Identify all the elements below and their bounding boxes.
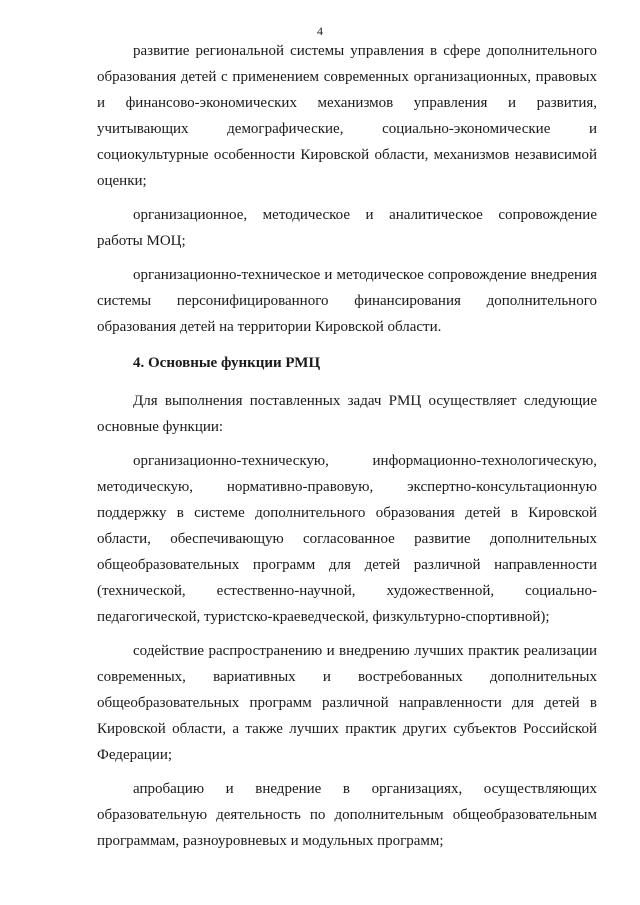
paragraph-moc-support: организационное, методическое и аналитическое сопровождение работы МОЦ; <box>97 207 597 249</box>
paragraph-support-function: организационно-техническую, информационно-технологическую, методическую, нормативно-правовую, экспертно-консультационную поддержку в системе дополнительного образования детей в Кировской области, обеспечивающую согласованное развитие дополнительных общеобразовательных программ для детей различной направленности (технической, естественно-научной, художественной, социально-педагогической, туристско-краеведческой, физкультурно-спортивной); <box>97 453 597 625</box>
paragraph-approbation: апробацию и внедрение в организациях, осуществляющих образовательную деятельность по дополнительным общеобразовательным программам, разноуровневых и модульных программ; <box>97 781 597 849</box>
document-body <box>97 38 597 862</box>
paragraph-regional-management-system: развитие региональной системы управления в сфере дополнительного образования детей с применением современных организационных, правовых и финансово-экономических механизмов управления и развития, учитывающих демографические, социально-экономические и социокультурные особенности Кировской области, механизмов независимой оценки; <box>97 43 597 189</box>
paragraph-personified-financing: организационно-техническое и методическое сопровождение внедрения системы персонифицированного финансирования дополнительного образования детей на территории Кировской области. <box>97 267 597 335</box>
page-number: 4 <box>317 24 323 38</box>
paragraph-functions-intro: Для выполнения поставленных задач РМЦ осуществляет следующие основные функции: <box>97 393 597 435</box>
section-heading: 4. Основные функции РМЦ <box>133 355 321 371</box>
paragraph-best-practices: содействие распространению и внедрению лучших практик реализации современных, вариативных и востребованных дополнительных общеобразовательных программ различной направленности для детей в Кировской области, а также лучших практик других субъектов Российской Федерации; <box>97 643 597 763</box>
